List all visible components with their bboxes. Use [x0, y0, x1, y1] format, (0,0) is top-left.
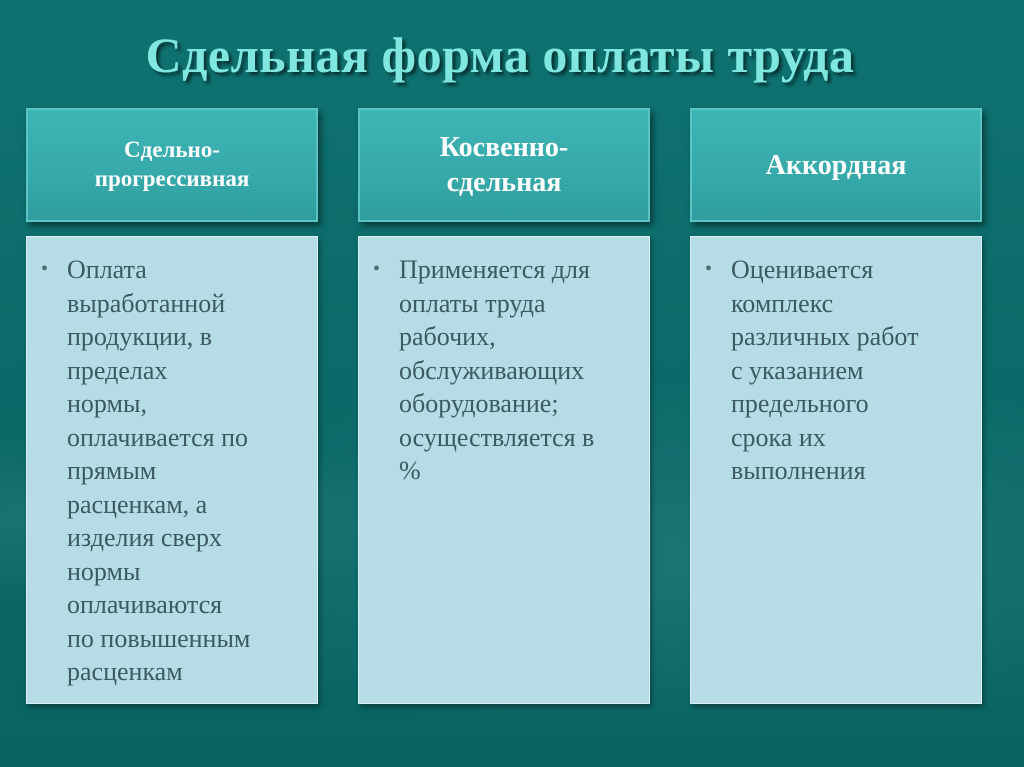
- bullet-item: [705, 253, 967, 488]
- bullet-icon: •: [373, 258, 381, 280]
- bullet-icon: •: [41, 258, 49, 280]
- column-body-accord: [690, 236, 982, 704]
- slide-title: Сдельная форма оплаты труда: [145, 27, 855, 83]
- column-header-piece-progressive: [26, 108, 318, 222]
- bullet-icon: •: [705, 258, 713, 280]
- column-header-label: Сдельно- прогрессивная: [94, 137, 250, 191]
- column-header-accord: [690, 108, 982, 222]
- column-header-label: Косвенно- сдельная: [439, 132, 569, 198]
- column-body-piece-progressive: [26, 236, 318, 704]
- bullet-text: Оценивается комплекс различных работ с указанием предельного срока их выполнения: [731, 255, 919, 485]
- bullet-item: [41, 253, 303, 689]
- column-body-indirect-piece: [358, 236, 650, 704]
- bullet-item: [373, 253, 635, 488]
- column-header-label: Аккордная: [765, 149, 907, 181]
- bullet-text: Оплата выработанной продукции, в пределах нормы, оплачивается по прямым расценкам, а изделия сверх нормы оплачиваются по повышенным расценкам: [67, 255, 251, 686]
- bullet-text: Применяется для оплаты труда рабочих, обслуживающих оборудование; осуществляется в %: [399, 255, 595, 485]
- column-header-indirect-piece: [358, 108, 650, 222]
